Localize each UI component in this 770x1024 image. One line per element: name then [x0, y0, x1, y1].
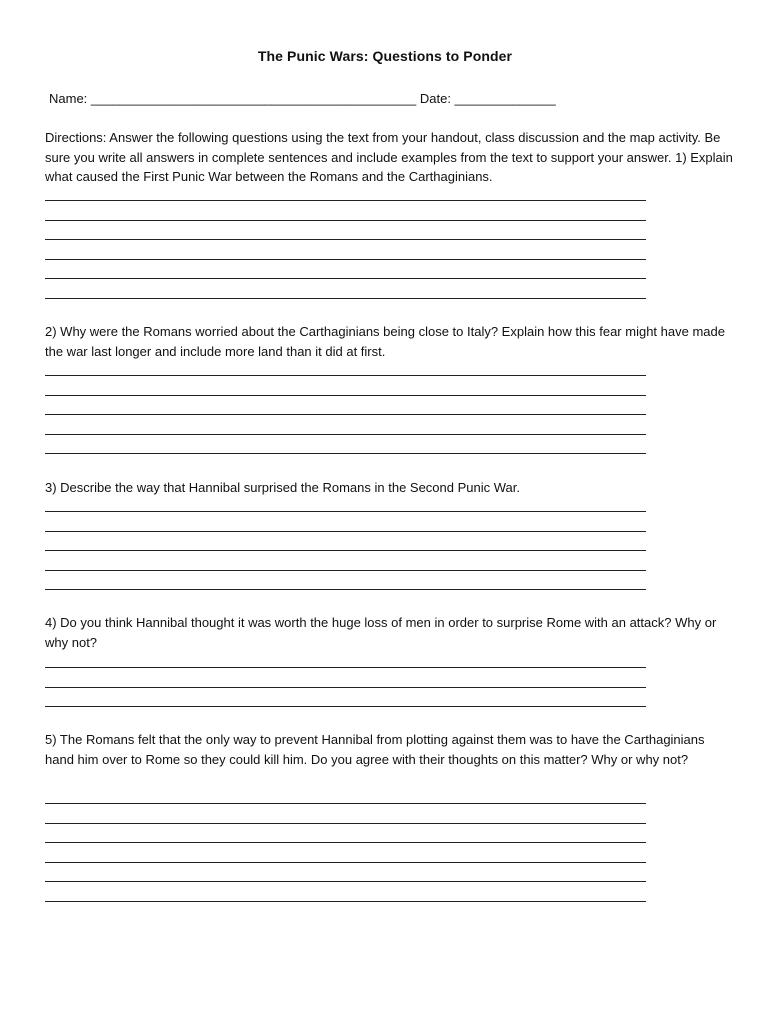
answer-line	[45, 550, 646, 551]
answer-line	[45, 278, 646, 279]
answer-line	[45, 667, 646, 668]
answer-line	[45, 589, 646, 590]
page-title: The Punic Wars: Questions to Ponder	[257, 48, 513, 64]
answer-line	[45, 200, 646, 201]
answer-line	[45, 531, 646, 532]
answer-line	[45, 881, 646, 882]
answer-line	[45, 862, 646, 863]
question-2-text: 2) Why were the Romans worried about the Carthaginians being close to Italy? Explain how this fear might have made the war last longer and include more land than it did at first.	[45, 324, 725, 359]
question-4-text: 4) Do you think Hannibal thought it was worth the huge loss of men in order to surprise Rome with an attack? Why or why not?	[45, 615, 717, 650]
answer-line	[45, 414, 646, 415]
answer-line	[45, 220, 646, 221]
answer-line	[45, 375, 646, 376]
answer-line	[45, 803, 646, 804]
question-3-text: 3) Describe the way that Hannibal surprised the Romans in the Second Punic War.	[45, 480, 520, 495]
answer-line	[45, 706, 646, 707]
answer-line	[45, 842, 646, 843]
answer-line	[45, 823, 646, 824]
answer-line	[45, 434, 646, 435]
answer-line	[45, 453, 646, 454]
directions-text: Directions: Answer the following questions using the text from your handout, class discussion and the map activity. Be sure you write all answers in complete sentences and include examples from the text to support your answer. 1) Explain what caused the First Punic War between the Romans and the Carthaginians.	[45, 130, 733, 185]
question-5-text: 5) The Romans felt that the only way to prevent Hannibal from plotting against them was to have the Carthaginians hand him over to Rome so they could kill him. Do you agree with their thoughts on this matter? Why or why not?	[45, 732, 705, 767]
answer-line	[45, 511, 646, 512]
answer-line	[45, 239, 646, 240]
answer-line	[45, 687, 646, 688]
answer-line	[45, 901, 646, 902]
name-date-line: Name: _____________________________________________ Date: ______________	[49, 91, 556, 106]
answer-line	[45, 298, 646, 299]
answer-line	[45, 395, 646, 396]
answer-line	[45, 570, 646, 571]
answer-line	[45, 259, 646, 260]
